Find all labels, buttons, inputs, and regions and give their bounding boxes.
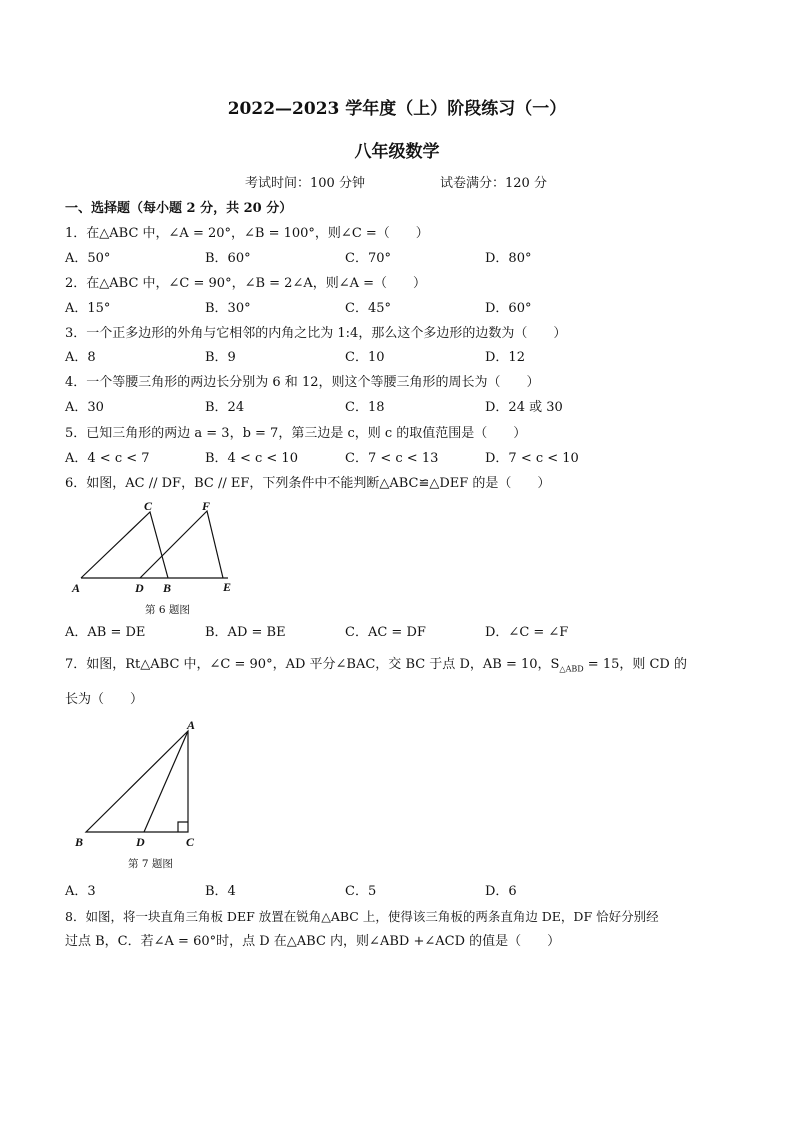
section-heading: 一、选择题（每小题 2 分，共 20 分） [65,201,293,216]
option: B．AD = BE [205,625,286,640]
question-stem: 1．在△ABC 中，∠A = 20°，∠B = 100°，则∠C =（ ） [65,226,429,241]
option: D．80° [485,251,532,266]
option: C．70° [345,251,391,266]
option: B．4 [205,884,236,899]
stem-text-end: = 15，则 CD 的 [583,657,687,672]
right-angle-mark [178,822,188,832]
option: B．30° [205,301,251,316]
label-f: F [202,499,211,513]
stem-text: 7．如图，Rt△ABC 中，∠C = 90°，AD 平分∠BAC，交 BC 于点 D，AB = 10，S [65,657,560,672]
option: D．60° [485,301,532,316]
question-stem: 5．已知三角形的两边 a = 3，b = 7，第三边是 c，则 c 的取值范围是（ ） [65,426,527,441]
question-stem-line2: 过点 B，C．若∠A = 60°时，点 D 在△ABC 内，则∠ABD +∠ACD 的值是（ ） [65,934,561,949]
question-stem: 6．如图，AC // DF，BC // EF，下列条件中不能判断△ABC≌△DEF 的是（ ） [65,476,551,491]
label-b: B [75,835,84,849]
option: A．50° [65,251,111,266]
area-subscript: △ABD [559,664,584,674]
figure-caption: 第 6 题图 [145,604,190,616]
option: A．3 [65,884,96,899]
option: B．4 < c < 10 [205,451,298,466]
option: C．AC = DF [345,625,426,640]
option: C．5 [345,884,377,899]
option: A．8 [65,350,96,365]
option: B．9 [205,350,236,365]
option: D．∠C = ∠F [485,625,569,640]
option: D．24 或 30 [485,400,563,415]
question-stem: 2．在△ABC 中，∠C = 90°，∠B = 2∠A，则∠A =（ ） [65,276,427,291]
question-stem: 3．一个正多边形的外角与它相邻的内角之比为 1:4，那么这个多边形的边数为（ ） [65,326,567,341]
option: B．60° [205,251,251,266]
option: C．18 [345,400,385,415]
option: D．12 [485,350,525,365]
question-stem [65,657,687,678]
question-stem: 4．一个等腰三角形的两边长分别为 6 和 12，则这个等腰三角形的周长为（ ） [65,375,540,390]
label-a: A [187,718,196,732]
page-title: 2022—2023 学年度（上）阶段练习（一） [227,99,567,119]
label-d: D [135,581,144,595]
question-stem: 8．如图，将一块直角三角板 DEF 放置在锐角△ABC 上，使得该三角板的两条直角边 DE，DF 恰好分别经 [65,909,659,924]
option: A．15° [65,301,111,316]
option: B．24 [205,400,245,415]
triangle-abc [86,731,188,832]
label-c: C [144,499,153,513]
bisector-ad [144,731,188,832]
full-score: 试卷满分：120 分 [440,176,547,191]
option: C．45° [345,301,391,316]
label-e: E [223,580,232,594]
label-a: A [72,581,81,595]
question-stem-line2: 长为（ ） [65,692,144,707]
option: A．4 < c < 7 [65,451,150,466]
exam-time: 考试时间：100 分钟 [245,176,365,191]
triangle-abc-sides [81,512,168,578]
figure-q7 [70,715,210,855]
page-subtitle: 八年级数学 [354,142,440,162]
label-d: D [136,835,145,849]
label-c: C [186,835,195,849]
label-b: B [163,581,172,595]
option: D．6 [485,884,517,899]
option: C．7 < c < 13 [345,451,439,466]
option: C．10 [345,350,385,365]
figure-caption: 第 7 题图 [128,858,173,870]
option: D．7 < c < 10 [485,451,579,466]
figure-q6 [68,496,248,600]
option: A．AB = DE [65,625,146,640]
option: A．30 [65,400,104,415]
